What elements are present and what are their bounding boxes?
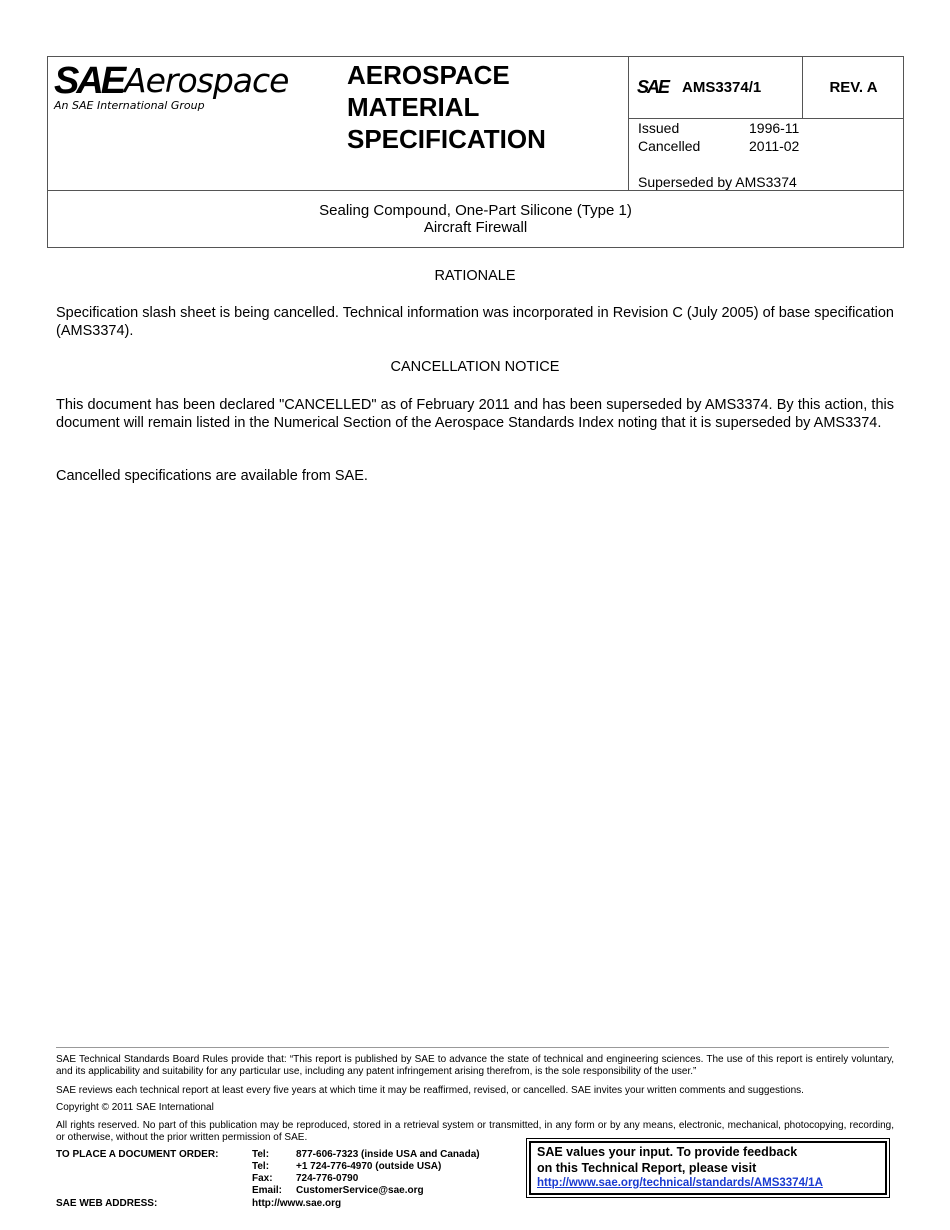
title-line: Sealing Compound, One-Part Silicone (Type 1) (319, 202, 632, 219)
rights-reserved: All rights reserved. No part of this publication may be reproduced, stored in a retrieval system or transmitted, in any form or by any means, electronic, mechanical, photocopying, recording, or otherwise, without the prior written permission of SAE. (56, 1120, 894, 1143)
contact-value: +1 724-776-4970 (outside USA) (296, 1161, 442, 1172)
revision-cell (803, 57, 904, 118)
web-address-link[interactable]: http://www.sae.org (252, 1198, 342, 1209)
date-row (638, 120, 799, 138)
contact-value: 724-776-0790 (296, 1173, 359, 1184)
document-number: AMS3374/1 (682, 79, 762, 96)
web-address-label: SAE WEB ADDRESS: (56, 1198, 158, 1209)
feedback-line: SAE values your input. To provide feedback (537, 1145, 798, 1159)
rationale-heading: RATIONALE (434, 268, 516, 284)
feedback-link[interactable]: http://www.sae.org/technical/standards/AMS3374/1A (537, 1177, 823, 1189)
header-divider-horizontal-main (48, 190, 904, 191)
document-type (347, 59, 607, 155)
contact-table (252, 1149, 552, 1197)
cancellation-notice-heading: CANCELLATION NOTICE (390, 359, 560, 375)
contact-key: Email: (252, 1185, 283, 1196)
contact-key: Fax: (252, 1173, 273, 1184)
review-policy: SAE reviews each technical report at least every five years at which time it may be reaffirmed, revised, or cancelled. SAE invites your written comments and suggestions. (56, 1085, 804, 1096)
rationale-text: Specification slash sheet is being cancelled. Technical information was incorporated in Revision C (July 2005) of base specification (AMS3374). (56, 305, 894, 339)
standards-board-rules: SAE Technical Standards Board Rules provide that: “This report is published by SAE to advance the state of technical and engineering sciences. The use of this report is entirely voluntary, and its applicability and suitability for any particular use, including any patent infringement arising therefrom, is the sole responsibility of the user.” (56, 1054, 894, 1077)
doc-type-line: SPECIFICATION (347, 124, 546, 154)
superseded-note: Superseded by AMS3374 (638, 174, 797, 190)
doc-type-line: MATERIAL (347, 92, 480, 122)
contact-row (252, 1149, 552, 1161)
sae-aerospace-logo (54, 61, 304, 119)
date-label: Issued (638, 120, 680, 136)
date-table (638, 120, 799, 155)
sae-mini-logo: SAE (637, 77, 669, 97)
date-value: 2011-02 (749, 137, 800, 154)
header-divider-horizontal-small (628, 118, 904, 119)
order-label: TO PLACE A DOCUMENT ORDER: (56, 1149, 219, 1160)
contact-value: 877-606-7323 (inside USA and Canada) (296, 1149, 480, 1160)
cancellation-notice-text: This document has been declared "CANCELLED" as of February 2011 and has been superseded by AMS3374. By this action, this document will remain listed in the Numerical Section of the Aerospace Standards Index noting that it is superseded by AMS3374. (56, 397, 894, 431)
date-label: Cancelled (638, 137, 701, 154)
feedback-line: on this Technical Report, please visit (537, 1160, 757, 1175)
revision: REV. A (829, 79, 878, 96)
logo-tagline: An SAE International Group (54, 99, 205, 112)
doc-type-line: AEROSPACE (347, 60, 510, 90)
contact-email[interactable]: CustomerService@sae.org (296, 1185, 424, 1196)
contact-row (252, 1173, 552, 1185)
document-title (48, 202, 903, 236)
logo-brand: SAE (54, 60, 124, 102)
date-row (638, 138, 799, 156)
feedback-box (526, 1138, 890, 1198)
title-line: Aircraft Firewall (423, 219, 528, 236)
footer-divider (56, 1047, 889, 1048)
document-header (47, 56, 904, 248)
contact-row (252, 1161, 552, 1173)
feedback-box-inner (529, 1141, 887, 1195)
copyright: Copyright © 2011 SAE International (56, 1102, 214, 1113)
logo-product: Aerospace (124, 61, 289, 100)
availability-text: Cancelled specifications are available from SAE. (56, 468, 368, 484)
document-number-cell (629, 57, 802, 118)
contact-row (252, 1185, 552, 1197)
date-value: 1996-11 (749, 120, 800, 136)
contact-key: Tel: (252, 1161, 270, 1172)
contact-key: Tel: (252, 1149, 270, 1160)
